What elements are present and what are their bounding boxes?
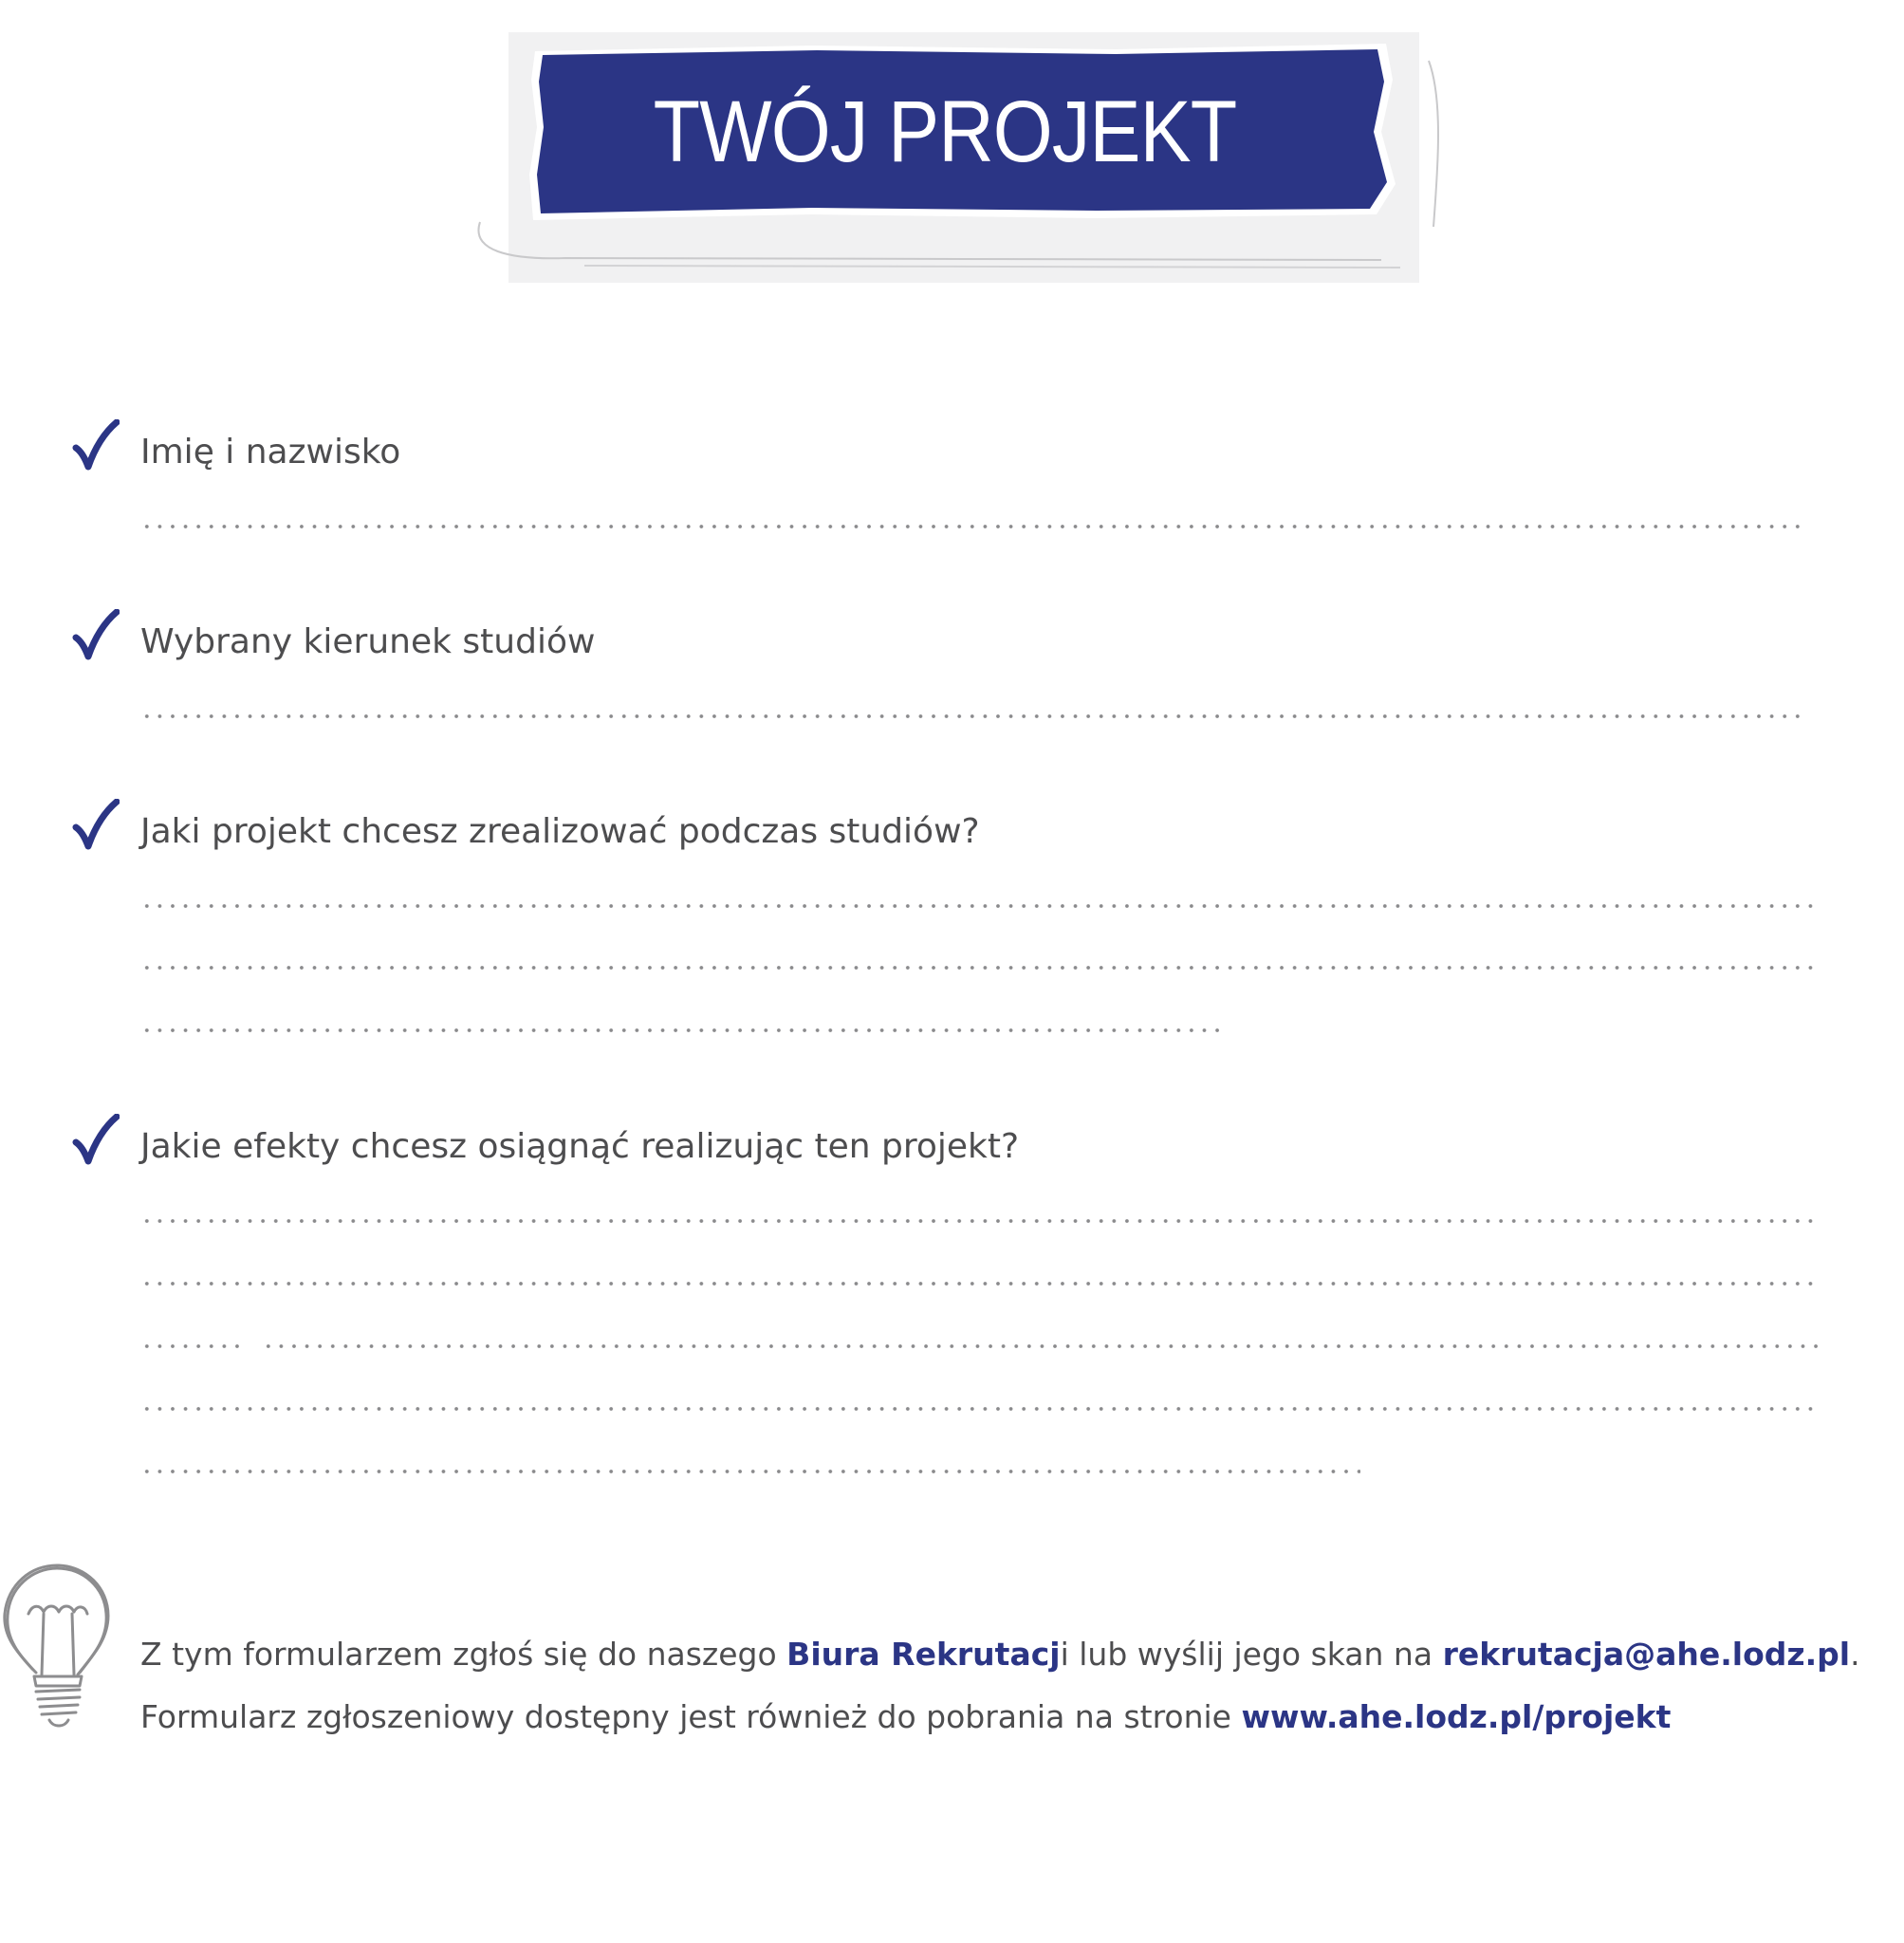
answer-line[interactable] xyxy=(140,1027,1222,1033)
answer-line[interactable] xyxy=(262,1343,1821,1349)
field-label: Imię i nazwisko xyxy=(140,433,401,472)
checkmark-icon xyxy=(72,1114,120,1165)
answer-line[interactable] xyxy=(140,903,1821,909)
checkmark-icon xyxy=(72,609,120,660)
field-label: Jakie efekty chcesz osiągnąć realizując ten projekt? xyxy=(140,1127,1020,1166)
checkmark-icon xyxy=(72,419,120,471)
page-title: TWÓJ PROJEKT xyxy=(653,83,1237,180)
note-text: . xyxy=(1850,1636,1860,1673)
email-link[interactable]: rekrutacja@ahe.lodz.pl xyxy=(1442,1636,1851,1673)
note-text: Z tym formularzem zgłoś się do naszego xyxy=(140,1636,787,1673)
field-label: Wybrany kierunek studiów xyxy=(140,622,596,661)
lightbulb-icon xyxy=(0,1561,114,1736)
note-text: i lub wyślij jego skan na xyxy=(1060,1636,1443,1673)
answer-line[interactable] xyxy=(140,1343,245,1349)
website-link[interactable]: www.ahe.lodz.pl/projekt xyxy=(1241,1698,1672,1735)
checkmark-icon xyxy=(72,799,120,850)
answer-line[interactable] xyxy=(140,965,1821,971)
field-label: Jaki projekt chcesz zrealizować podczas studiów? xyxy=(140,812,980,851)
answer-line[interactable] xyxy=(140,1218,1821,1224)
note-text: Formularz zgłoszeniowy dostępny jest również do pobrania na stronie xyxy=(140,1698,1242,1735)
answer-line[interactable] xyxy=(140,1281,1821,1286)
answer-line[interactable] xyxy=(140,1469,1360,1474)
answer-line[interactable] xyxy=(140,713,1808,719)
recruitment-office-link[interactable]: Biura Rekrutacj xyxy=(786,1636,1061,1673)
header-banner xyxy=(508,32,1419,283)
answer-line[interactable] xyxy=(140,524,1808,529)
footer-note-line2 xyxy=(140,1698,1671,1735)
answer-line[interactable] xyxy=(140,1406,1821,1412)
footer-note-line1 xyxy=(140,1636,1860,1673)
